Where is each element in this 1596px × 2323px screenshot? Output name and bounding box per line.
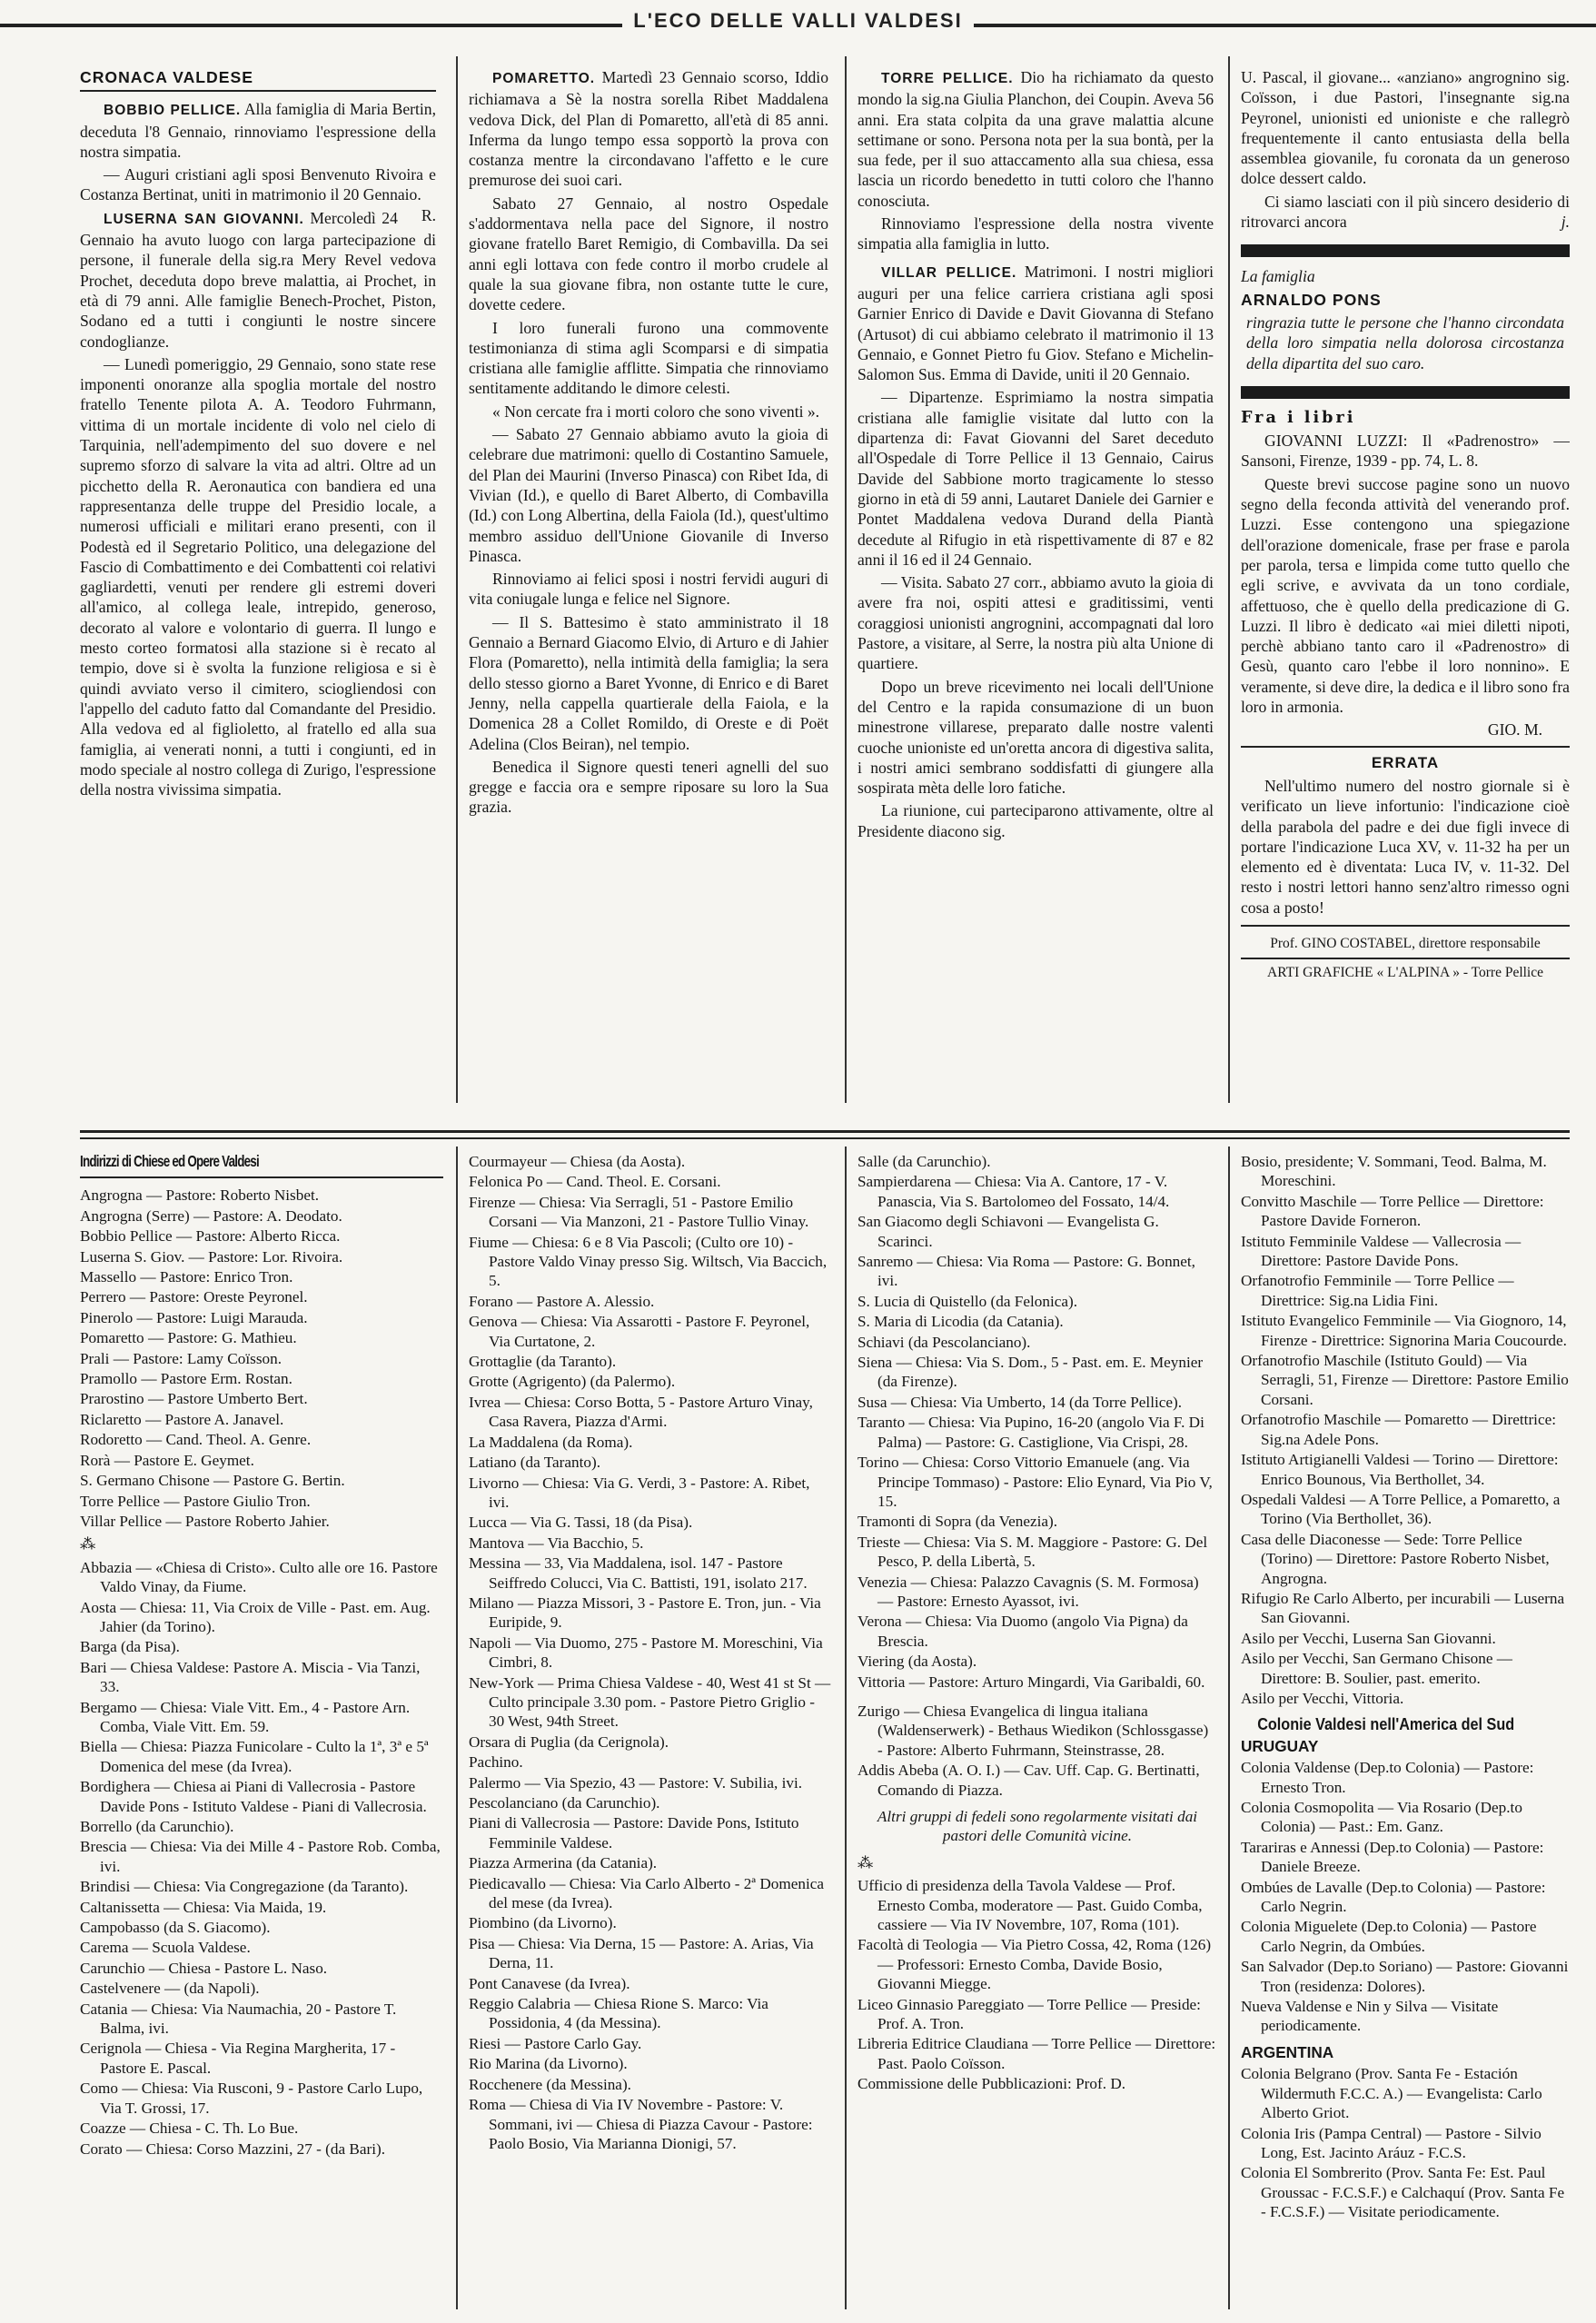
- address-entry: Messina — 33, Via Maddalena, isol. 147 - Pastore Seiffredo Colucci, Via C. Battisti, 191, isolato 217.: [469, 1554, 808, 1592]
- address-entry: Cerignola — Chiesa - Via Regina Margherita, 17 - Pastore E. Pascal.: [80, 2040, 396, 2077]
- address-entry: Riclaretto — Pastore A. Janavel.: [80, 1410, 284, 1428]
- address-entry: Colonia Iris (Pampa Central) — Pastore - Silvio Long, Est. Jacinto Aráuz - F.C.S.: [1241, 2124, 1541, 2161]
- errata-rule: [1241, 746, 1570, 748]
- address-entry: Abbazia — «Chiesa di Cristo». Culto alle ore 16. Pastore Valdo Vinay, da Fiume.: [80, 1558, 438, 1596]
- address-entry: Pont Canavese (da Ivrea).: [469, 1974, 630, 1992]
- errata-title: ERRATA: [1371, 753, 1440, 771]
- masthead-rule: [80, 90, 436, 92]
- addresses-column-2: [469, 1152, 832, 2319]
- address-entry: Colonia El Sombrerito (Prov. Santa Fe: Est. Paul Groussac - F.C.S.F.) e Calchaquí (Prov. Santa Fe - F.C.S.F.) — Visitate periodicamente.: [1241, 2164, 1565, 2221]
- review-signature: GIO. M.: [1487, 720, 1542, 740]
- colonies-title: Colonie Valdesi nell'America del Sud: [1257, 1715, 1515, 1734]
- address-entry: Pramollo — Pastore Erm. Rostan.: [80, 1370, 292, 1388]
- address-entry: Biella — Chiesa: Piazza Funicolare - Culto la 1ª, 3ª e 5ª Domenica del mese (da Ivrea).: [80, 1738, 429, 1775]
- address-entry: Bari — Chiesa Valdese: Pastore A. Miscia - Via Tanzi, 33.: [80, 1658, 421, 1696]
- address-entry: Salle (da Carunchio).: [857, 1153, 991, 1170]
- address-entry: Prali — Pastore: Lamy Coïsson.: [80, 1349, 282, 1367]
- address-entry: Livorno — Chiesa: Via G. Verdi, 3 - Pastore: A. Ribet, ivi.: [469, 1474, 810, 1511]
- church-list-valleys: [80, 1186, 443, 1531]
- column-divider: [1228, 56, 1230, 1103]
- address-entry: Asilo per Vecchi, Luserna San Giovanni.: [1241, 1629, 1496, 1647]
- address-entry: Nueva Valdense e Nin y Silva — Visitate periodicamente.: [1241, 1998, 1499, 2035]
- address-entry: Istituto Femminile Valdese — Vallecrosia — Direttore: Pastore Davide Pons.: [1241, 1232, 1522, 1270]
- address-entry: Brescia — Chiesa: Via dei Mille 4 - Pastore Rob. Comba, ivi.: [80, 1838, 441, 1875]
- address-entry: Orfanotrofio Maschile — Pomaretto — Direttrice: Sig.na Adele Pons.: [1241, 1411, 1556, 1448]
- column-divider: [456, 1147, 458, 2309]
- address-entry: Commissione delle Pubblicazioni: Prof. D.: [857, 2075, 1126, 2093]
- address-entry: Aosta — Chiesa: 11, Via Croix de Ville - Past. em. Aug. Jahier (da Torino).: [80, 1598, 431, 1635]
- column-divider: [845, 56, 847, 1103]
- addresses-title: Indirizzi di Chiese ed Opere Valdesi: [80, 1152, 259, 1170]
- address-entry: Orsara di Puglia (da Cerignola).: [469, 1732, 669, 1751]
- address-entry: S. Maria di Licodia (da Catania).: [857, 1313, 1064, 1331]
- address-entry: Colonia Miguelete (Dep.to Colonia) — Pastore Carlo Negrin, da Ombúes.: [1241, 1918, 1537, 1955]
- address-entry: Barga (da Pisa).: [80, 1638, 180, 1656]
- address-entry: Corato — Chiesa: Corso Mazzini, 27 - (da Bari).: [80, 2139, 386, 2158]
- address-entry: Torre Pellice — Pastore Giulio Tron.: [80, 1492, 311, 1510]
- addresses-column-4: [1241, 1152, 1571, 2319]
- address-entry: Pomaretto — Pastore: G. Mathieu.: [80, 1329, 297, 1347]
- address-entry: Coazze — Chiesa - C. Th. Lo Bue.: [80, 2119, 299, 2138]
- address-entry: Luserna S. Giov. — Pastore: Lor. Rivoira.: [80, 1247, 343, 1266]
- bobbio-article: — Auguri cristiani agli sposi Benvenuto Rivoira e Costanza Bertinat, uniti in matrimonio il 20 Gennaio. R.: [80, 165, 436, 224]
- address-entry: Pachino.: [469, 1753, 523, 1772]
- address-entry: Piazza Armerina (da Catania).: [469, 1854, 658, 1872]
- address-entry: Rio Marina (da Livorno).: [469, 2055, 628, 2073]
- address-entry: Piani di Vallecrosia — Pastore: Davide Pons, Istituto Femminile Valdese.: [469, 1814, 799, 1851]
- pomaretto-quote: « Non cercate fra i morti coloro che sono viventi ».: [492, 402, 820, 421]
- address-entry: Palermo — Via Spezio, 43 — Pastore: V. Subilia, ivi.: [469, 1773, 803, 1792]
- address-entry: Susa — Chiesa: Via Umberto, 14 (da Torre Pellice).: [857, 1393, 1183, 1411]
- address-entry: Asilo per Vecchi, San Germano Chisone — Direttore: B. Soulier, past. emerito.: [1241, 1650, 1512, 1687]
- pomaretto-paragraph: Sabato 27 Gennaio, al nostro Ospedale s'addormentava nella pace del Signore, il nostro giovane fratello Baret Remigio, di Combavilla. Da sei anni egli lottava con fede contro il morbo crudele al quale la sua giovane fibra, non ostante tutte le cure, dovette cedere.: [469, 194, 828, 314]
- title-rule: [80, 1176, 443, 1178]
- address-entry: Orfanotrofio Maschile (Istituto Gould) — Via Serragli, 51, Firenze — Direttore: Pastore Emilio Corsani.: [1241, 1352, 1569, 1408]
- address-entry: Trieste — Chiesa: Via S. M. Maggiore - Pastore: G. Del Pesco, P. della Libertà, 5.: [857, 1533, 1208, 1571]
- director-line: Prof. GINO COSTABEL, direttore responsabile: [1270, 935, 1541, 951]
- address-entry: Sanremo — Chiesa: Via Roma — Pastore: G. Bonnet, ivi.: [857, 1253, 1195, 1290]
- address-entry: San Salvador (Dep.to Soriano) — Pastore: Giovanni Tron (residenza: Dolores).: [1241, 1958, 1569, 1995]
- address-entry: Casa delle Diaconesse — Sede: Torre Pellice (Torino) — Direttore: Pastore Roberto Nisbet, Angrogna.: [1241, 1530, 1550, 1587]
- villar-continued: Ci siamo lasciati con il più sincero desiderio di ritrovarci ancora j.: [1241, 192, 1570, 232]
- addresses-column-3: [857, 1152, 1217, 2319]
- address-entry: Ombúes de Lavalle (Dep.to Colonia) — Pastore: Carlo Negrin.: [1241, 1878, 1546, 1916]
- address-entry: Istituto Evangelico Femminile — Via Giognoro, 14, Firenze - Direttrice: Signorina Maria Coucourde.: [1241, 1312, 1567, 1349]
- address-entry: Grottaglie (da Taranto).: [469, 1353, 617, 1371]
- address-entry: S. Germano Chisone — Pastore G. Bertin.: [80, 1472, 345, 1490]
- column-divider: [1228, 1147, 1230, 2309]
- cronaca-column-1: [80, 67, 436, 1112]
- column-divider: [456, 56, 458, 1103]
- printer-rule: [1241, 958, 1570, 959]
- section-divider: [80, 1130, 1570, 1133]
- book-review: Queste brevi succose pagine sono un nuovo segno della feconda attività del venerando prof. Luzzi. Esse contengono una spiegazione dell'orazione domenicale, frase per frase e parola per parola, tersa e limpida come tutto quello che egli scrive, e avvivata da un tono cordiale, affettuoso, che è quello della predicazione di G. Luzzi. Il libro è dedicato «ai miei diletti nipoti, perchè abbiano tanto caro il «Padrenostro» di Gesù, quanto caro l'ebbe il loro nonnino». E veramente, si deve dire, la dedica e il libro sono fra loro in armonia.: [1241, 474, 1570, 717]
- book-reference: GIOVANNI LUZZI: Il «Padrenostro» — Sansoni, Firenze, 1939 - pp. 74, L. 8.: [1241, 432, 1570, 471]
- address-entry: Siena — Chiesa: Via S. Dom., 5 - Past. em. E. Meynier (da Firenze).: [857, 1354, 1204, 1391]
- bobbio-article: BOBBIO PELLICE. Alla famiglia di Maria Bertin, deceduta l'8 Gennaio, rinnoviamo l'espressione della nostra simpatia.: [80, 100, 436, 161]
- address-entry: Campobasso (da S. Giacomo).: [80, 1919, 271, 1937]
- address-entry: Angrogna (Serre) — Pastore: A. Deodato.: [80, 1206, 342, 1225]
- address-entry: Addis Abeba (A. O. I.) — Cav. Uff. Cap. G. Bertinatti, Comando di Piazza.: [857, 1762, 1200, 1799]
- address-entry: Como — Chiesa: Via Rusconi, 9 - Pastore Carlo Lupo, Via T. Grossi, 17.: [80, 2080, 423, 2117]
- family-label: La famiglia: [1241, 267, 1315, 286]
- cronaca-column-3: [857, 67, 1214, 1112]
- address-entry: Milano — Piazza Missori, 3 - Pastore E. Tron, jun. - Via Euripide, 9.: [469, 1593, 821, 1632]
- address-entry: Rocchenere (da Messina).: [469, 2075, 631, 2093]
- director-rule: [1241, 925, 1570, 927]
- address-entry: Pescolanciano (da Carunchio).: [469, 1794, 660, 1812]
- address-entry: Castelvenere — (da Napoli).: [80, 1980, 260, 1998]
- argentina-list: [1241, 2064, 1571, 2221]
- cronaca-column-4: [1241, 67, 1570, 1112]
- address-entry: Perrero — Pastore: Oreste Peyronel.: [80, 1288, 308, 1306]
- address-entry: Rodoretto — Cand. Theol. A. Genre.: [80, 1431, 312, 1449]
- villar-paragraph: — Dipartenze. Esprimiamo la nostra simpatia cristiana alle famiglie visitate dal lutto con la dipartenza di: Favat Giovanni del Saret deceduto all'Ospedale di Torre Pellice il 13 Gennaio, Cairus Davide del Sabbione morto tragicamente lo stesso giorno in età di 59 anni, Lautaret Daniele dei Garnier e Pontet Maddalena vedova Durand della Piantà decedute al Rifugio in età rispettivamente di 87 e 82 anni il 16 ed il 24 Gennaio.: [857, 388, 1214, 569]
- uruguay-list: [1241, 1758, 1571, 2036]
- address-entry: Riesi — Pastore Carlo Gay.: [469, 2034, 642, 2052]
- church-list-italy: [469, 1152, 832, 2153]
- address-entry: Felonica Po — Cand. Theol. E. Corsani.: [469, 1173, 721, 1191]
- address-entry: Ivrea — Chiesa: Corso Botta, 5 - Pastore Arturo Vinay, Casa Ravera, Piazza d'Armi.: [469, 1393, 813, 1431]
- address-entry: Brindisi — Chiesa: Via Congregazione (da Taranto).: [80, 1878, 409, 1896]
- address-entry: Pisa — Chiesa: Via Derna, 15 — Pastore: A. Arias, Via Derna, 11.: [469, 1934, 814, 1972]
- address-entry: Convitto Maschile — Torre Pellice — Direttore: Pastore Davide Forneron.: [1241, 1192, 1544, 1230]
- address-entry: Tarariras e Annessi (Dep.to Colonia) — Pastore: Daniele Breeze.: [1241, 1838, 1544, 1876]
- address-entry: Ufficio di presidenza della Tavola Valdese — Prof. Ernesto Comba, moderatore — Past. Guido Comba, cassiere — Via IV Novembre, 107, Roma (101).: [857, 1877, 1203, 1934]
- address-entry: Carunchio — Chiesa - Pastore L. Naso.: [80, 1959, 328, 1977]
- notice-rule: [1241, 386, 1570, 399]
- address-entry: Fiume — Chiesa: 6 e 8 Via Pascoli; (Culto ore 10) - Pastore Valdo Vinay presso Sig. Wiltsch, Via Baccich, 5.: [469, 1233, 828, 1290]
- page-header: [0, 0, 1596, 36]
- address-entry: New-York — Prima Chiesa Valdese - 40, West 41 st St — Culto principale 3.30 pom. - Pastore Pietro Griglio - 30 West, 94th Street.: [469, 1673, 831, 1731]
- torre-article: TORRE PELLICE. Dio ha richiamato da questo mondo la sig.na Giulia Planchon, dei Coupin. Aveva 56 anni. Era stata colpita da una grave malattia alcune settimane or sono. Persona nota per la sua bontà, per la sua fede, per il suo attaccamento alla sua chiesa, essa lascia un ricordo benedetto in tutti coloro che l'hanno conosciuta.: [857, 68, 1214, 210]
- address-entry: Napoli — Via Duomo, 275 - Pastore M. Moreschini, Via Cimbri, 8.: [469, 1633, 823, 1672]
- section-masthead: CRONACA VALDESE: [80, 68, 253, 86]
- separator-stars: ⁂: [80, 1535, 96, 1554]
- address-entry: Catania — Chiesa: Via Naumachia, 20 - Pastore T. Balma, ivi.: [80, 2000, 397, 2038]
- visited-note: Altri gruppi di fedeli sono regolarmente visitati dai pastori delle Comunità vicine.: [877, 1808, 1198, 1845]
- address-entry: Ospedali Valdesi — A Torre Pellice, a Pomaretto, a Torino (Via Berthollet, 36).: [1241, 1490, 1561, 1528]
- books-title: Fra i libri: [1241, 407, 1356, 427]
- pomaretto-paragraph: Benedica il Signore questi teneri agnelli del suo gregge e faccia ora e sempre riposare su loro la Sua grazia.: [469, 757, 828, 817]
- pomaretto-article: POMARETTO. Martedì 23 Gennaio scorso, Iddio richiamava a Sè la nostra sorella Ribet Maddalena vedova Dick, del Plan di Pomaretto, all'età di 85 anni. Inferma da lungo tempo essa sopportò la prova con costanza mentre la circondavano l'affetto e le cure premurose dei suoi cari.: [469, 68, 828, 190]
- pomaretto-paragraph: Rinnoviamo ai felici sposi i nostri fervidi auguri di vita coniugale lunga e felice nel Signore.: [469, 570, 828, 609]
- separator-stars: ⁂: [857, 1853, 874, 1871]
- uruguay-heading: URUGUAY: [1241, 1736, 1319, 1755]
- address-entry: Colonia Valdense (Dep.to Colonia) — Pastore: Ernesto Tron.: [1241, 1759, 1534, 1796]
- address-entry: Rifugio Re Carlo Alberto, per incurabili — Luserna San Giovanni.: [1241, 1589, 1565, 1627]
- address-entry: Orfanotrofio Femminile — Torre Pellice — Direttrice: Sig.na Lidia Fini.: [1241, 1272, 1514, 1309]
- addresses-column-1: [80, 1152, 443, 2319]
- address-entry: Schiavi (da Pescolanciano).: [857, 1333, 1031, 1351]
- address-entry: Forano — Pastore A. Alessio.: [469, 1292, 655, 1310]
- address-entry: Reggio Calabria — Chiesa Rione S. Marco: Via Possidonia, 4 (da Messina).: [469, 1995, 768, 2032]
- address-entry: Prarostino — Pastore Umberto Bert.: [80, 1390, 308, 1408]
- address-entry: San Giacomo degli Schiavoni — Evangelista G. Scarinci.: [857, 1213, 1159, 1250]
- family-thanks: ringrazia tutte le persone che l'hanno circondata della loro simpatia nella dolorosa circostanza della dipartita del suo caro.: [1246, 313, 1564, 372]
- villar-paragraph: La riunione, cui parteciparono attivamente, oltre al Presidente diacono sig.: [857, 801, 1214, 840]
- address-entry: Liceo Ginnasio Pareggiato — Torre Pellice — Preside: Prof. A. Tron.: [857, 1995, 1201, 2033]
- address-entry: La Maddalena (da Roma).: [469, 1433, 633, 1451]
- address-entry: Latiano (da Taranto).: [469, 1454, 600, 1472]
- villar-article: VILLAR PELLICE. Matrimoni. I nostri migliori auguri per una felice carriera cristiana agli sposi Garnier Enrico di Davide e Davit Giovanna di Stefano (Artusot) di cui abbiamo celebrato il matrimonio il 13 Gennaio, e Gonnet Pietro fu Giov. Stefano e Michelin-Salomon Sus. Emma di Davide, uniti il 20 Gennaio.: [857, 262, 1214, 384]
- pomaretto-paragraph: I loro funerali furono una commovente testimonianza di stima agli Scomparsi e di simpatia cristiana alle famiglie afflitte. Simpatia che rinnoviamo sentitamente additando le dimore celesti.: [469, 318, 828, 398]
- argentina-heading: ARGENTINA: [1241, 2042, 1334, 2061]
- address-entry: Taranto — Chiesa: Via Pupino, 16-20 (angolo Via F. Di Palma) — Pastore: G. Castiglione, Via Crispi, 28.: [857, 1414, 1204, 1451]
- address-entry: S. Lucia di Quistello (da Felonica).: [857, 1292, 1078, 1310]
- address-entry: Venezia — Chiesa: Palazzo Cavagnis (S. M. Formosa) — Pastore: Ernesto Ayassot, ivi.: [857, 1573, 1199, 1610]
- section-divider: [80, 1137, 1570, 1139]
- address-entry: Sampierdarena — Chiesa: Via A. Cantore, 17 - V. Panascia, Via S. Bartolomeo del Fossato, 14/4.: [857, 1173, 1170, 1210]
- address-entry: Verona — Chiesa: Via Duomo (angolo Via Pigna) da Brescia.: [857, 1613, 1188, 1650]
- villar-paragraph: Dopo un breve ricevimento nei locali dell'Unione del Centro e la rapida consumazione di un buon minestrone villarese, preparato dalle nostre valenti cuoche unioniste ed un'oretta ancora di digestiva salita, i nostri amici sembrano soddisfatti di giungere alla sospirata mèta delle loro fatiche.: [857, 677, 1214, 798]
- address-entry: Colonia Belgrano (Prov. Santa Fe - Estación Wildermuth F.C.C. A.) — Evangelista: Carlo Alberto Griot.: [1241, 2065, 1542, 2122]
- notice-rule: [1241, 244, 1570, 257]
- errata-text: Nell'ultimo numero del nostro giornale si è verificato un lieve infortunio: l'indicazione cioè della parabola del padre e dei due figli invece di portare l'indicazione Luca XV, v. 11-32 ha per un elemento ed è diventata: Luca IV, v. 11-32. Del resto i nostri lettori hanno senz'altro rimesso ogni cosa a posto!: [1241, 776, 1570, 917]
- column-divider: [845, 1147, 847, 2309]
- address-entry: Pinerolo — Pastore: Luigi Marauda.: [80, 1308, 308, 1326]
- address-entry: Caltanissetta — Chiesa: Via Maida, 19.: [80, 1898, 327, 1916]
- address-entry: Carema — Scuola Valdese.: [80, 1939, 251, 1957]
- villar-paragraph: — Visita. Sabato 27 corr., abbiamo avuto la gioia di avere fra noi, ospiti attesi e graditissimi, venti coraggiosi unionisti angrognini, accompagnati dal loro Pastore, a visitare, al Serre, la nostra più alta Unione di quartiere.: [857, 573, 1214, 673]
- family-name: ARNALDO PONS: [1241, 290, 1382, 309]
- address-entry: Bosio, presidente; V. Sommani, Teod. Balma, M. Moreschini.: [1241, 1153, 1547, 1190]
- pomaretto-paragraph: — Il S. Battesimo è stato amministrato il 18 Gennaio a Bernard Giacomo Elvio, di Arturo e di Jahier Flora (Pomaretto), nella intimità della famiglia; la sera dello stesso giorno a Baret Yvonne, di Enrico e di Baret Jenny, nella cappella quartierale della Faiola, e la Domenica 28 a Collet Romildo, di Oreste e di Poët Adelina (Clos Beiran), nel tempio.: [469, 612, 828, 753]
- church-list-italy: [857, 1152, 1217, 1692]
- address-entry: Courmayeur — Chiesa (da Aosta).: [469, 1153, 686, 1170]
- printer-line: ARTI GRAFICHE « L'ALPINA » - Torre Pellice: [1267, 965, 1543, 981]
- address-entry: Facoltà di Teologia — Via Pietro Cossa, 42, Roma (126) — Professori: Ernesto Comba, Davide Bosio, Giovanni Miegge.: [857, 1936, 1212, 1993]
- church-list-abroad: [857, 1702, 1217, 1800]
- church-list-italy: [80, 1558, 443, 2159]
- works-list: [1241, 1152, 1571, 1708]
- address-entry: Rorà — Pastore E. Geymet.: [80, 1451, 254, 1469]
- address-entry: Asilo per Vecchi, Vittoria.: [1241, 1689, 1404, 1707]
- address-entry: Colonia Cosmopolita — Via Rosario (Dep.to Colonia) — Past.: Em. Ganz.: [1241, 1799, 1522, 1836]
- luserna-article: — Lunedì pomeriggio, 29 Gennaio, sono state rese imponenti onoranze alla spoglia mortale del nostro fratello Tenente pilota A. A. Teodoro Fuhrmann, vittima di un mortale incidente di volo nel cielo di Tarquinia, nell'adempimento del suo dovere e nel supremo sforzo di salvare la vita ad altri. Oltre ad un picchetto della R. Aeronautica con bandiera ed una rappresentanza delle truppe del Presidio locale, a numerosi ufficiali e militari erano presenti, con il Podestà ed il Segretario Politico, una delegazione del Fascio di Combattimento e dei Combattenti coi relativi gagliardetti, venuti per rendere gli estremi doveri all'amico, al collega leale, intrepido, generoso, decorato al valore e volontario di guerra. Il lungo e mesto corteo formatosi alla stazione si è recato al tempio, dove si è svolta la funzione religiosa e si è quindi avviato verso il cimitero, sciogliendosi con l'appello del caduto fatto dal Comandante del Presidio. Alla vedova ed al figlioletto, al fratello ed alla sua famiglia, ai venerati nonni, a tutti i congiunti, ed in modo speciale al nostro collega di Zurigo, l'espressione della nostra vivissima simpatia.: [80, 354, 436, 799]
- address-entry: Vittoria — Pastore: Arturo Mingardi, Via Garibaldi, 60.: [857, 1673, 1205, 1691]
- address-entry: Libreria Editrice Claudiana — Torre Pellice — Direttore: Past. Paolo Coïsson.: [857, 2035, 1216, 2072]
- address-entry: Genova — Chiesa: Via Assarotti - Pastore F. Peyronel, Via Curtatone, 2.: [469, 1313, 810, 1350]
- address-entry: Lucca — Via G. Tassi, 18 (da Pisa).: [469, 1514, 693, 1532]
- address-entry: Borrello (da Carunchio).: [80, 1818, 234, 1835]
- address-entry: Firenze — Chiesa: Via Serragli, 51 - Pastore Emilio Corsani — Via Manzoni, 21 - Pastore Tullio Vinay.: [469, 1193, 809, 1231]
- address-entry: Mantova — Via Bacchio, 5.: [469, 1534, 644, 1552]
- villar-continued: U. Pascal, il giovane... «anziano» angrognino sig. Coïsson, i due Pastori, l'insegnante sig.na Peyronel, unionisti ed unioniste e che rallegrò frequentemente il canto entusiasta della bella assemblea giovanile, fu coronata da un generoso dolce dessert caldo.: [1241, 68, 1570, 188]
- cronaca-column-2: [469, 67, 828, 1112]
- address-entry: Massello — Pastore: Enrico Tron.: [80, 1268, 293, 1286]
- address-entry: Villar Pellice — Pastore Roberto Jahier.: [80, 1512, 330, 1530]
- luserna-article: LUSERNA SAN GIOVANNI. Mercoledì 24 Gennaio ha avuto luogo con larga partecipazione di persone, il funerale della sig.ra Mery Revel vedova Prochet, deceduta dopo breve malattia, ai Prochet, in età di 79 anni. Alle famiglie Benech-Prochet, Piston, Sodano ed a tutti i congiunti le nostre sincere condoglianze.: [80, 208, 436, 351]
- newspaper-title: L'ECO DELLE VALLI VALDESI: [0, 9, 1596, 33]
- address-entry: Roma — Chiesa di Via IV Novembre - Pastore: V. Sommani, ivi — Chiesa di Piazza Cavour - Pastore: Paolo Bosio, Via Marianna Dionigi, 57.: [469, 2096, 813, 2152]
- works-list: [857, 1876, 1217, 2093]
- address-entry: Piombino (da Livorno).: [469, 1914, 617, 1932]
- address-entry: Angrogna — Pastore: Roberto Nisbet.: [80, 1186, 320, 1205]
- address-entry: Bergamo — Chiesa: Viale Vitt. Em., 4 - Pastore Arn. Comba, Viale Vitt. Em. 59.: [80, 1698, 411, 1735]
- torre-paragraph: Rinnoviamo l'espressione della nostra vivente simpatia alla famiglia in lutto.: [857, 214, 1214, 253]
- address-entry: Tramonti di Sopra (da Venezia).: [857, 1513, 1058, 1531]
- pomaretto-paragraph: — Sabato 27 Gennaio abbiamo avuto la gioia di celebrare due matrimoni: quello di Costantino Samuele, del Plan dei Maurini (Inverso Pinasca) con Ribet Ida, di Vivian (Id.), e quello di Baret Alberto, di Combavilla (Id.) con Long Albertina, della Faiola (Id.), quest'ultimo membro assiduo dell'Unione Giovanile di Inverso Pinasca.: [469, 425, 828, 565]
- address-entry: Bobbio Pellice — Pastore: Alberto Ricca.: [80, 1227, 341, 1246]
- address-entry: Torino — Chiesa: Corso Vittorio Emanuele (ang. Via Principe Tommaso) - Pastore: Elio Eynard, Via Pio V, 15.: [857, 1454, 1213, 1510]
- address-entry: Viering (da Aosta).: [857, 1653, 977, 1671]
- address-entry: Istituto Artigianelli Valdesi — Torino — Direttore: Enrico Bounous, Via Berthollet, 34.: [1241, 1451, 1559, 1488]
- address-entry: Zurigo — Chiesa Evangelica di lingua italiana (Waldenserwerk) - Bethaus Wiedikon (Schlossgasse) - Pastore: Alberto Fuhrmann, Steinstrasse, 28.: [857, 1702, 1209, 1759]
- address-entry: Bordighera — Chiesa ai Piani di Vallecrosia - Pastore Davide Pons - Istituto Valdese - Piani di Vallecrosia.: [80, 1778, 427, 1815]
- address-entry: Piedicavallo — Chiesa: Via Carlo Alberto - 2ª Domenica del mese (da Ivrea).: [469, 1874, 824, 1912]
- address-entry: Grotte (Agrigento) (da Palermo).: [469, 1373, 676, 1391]
